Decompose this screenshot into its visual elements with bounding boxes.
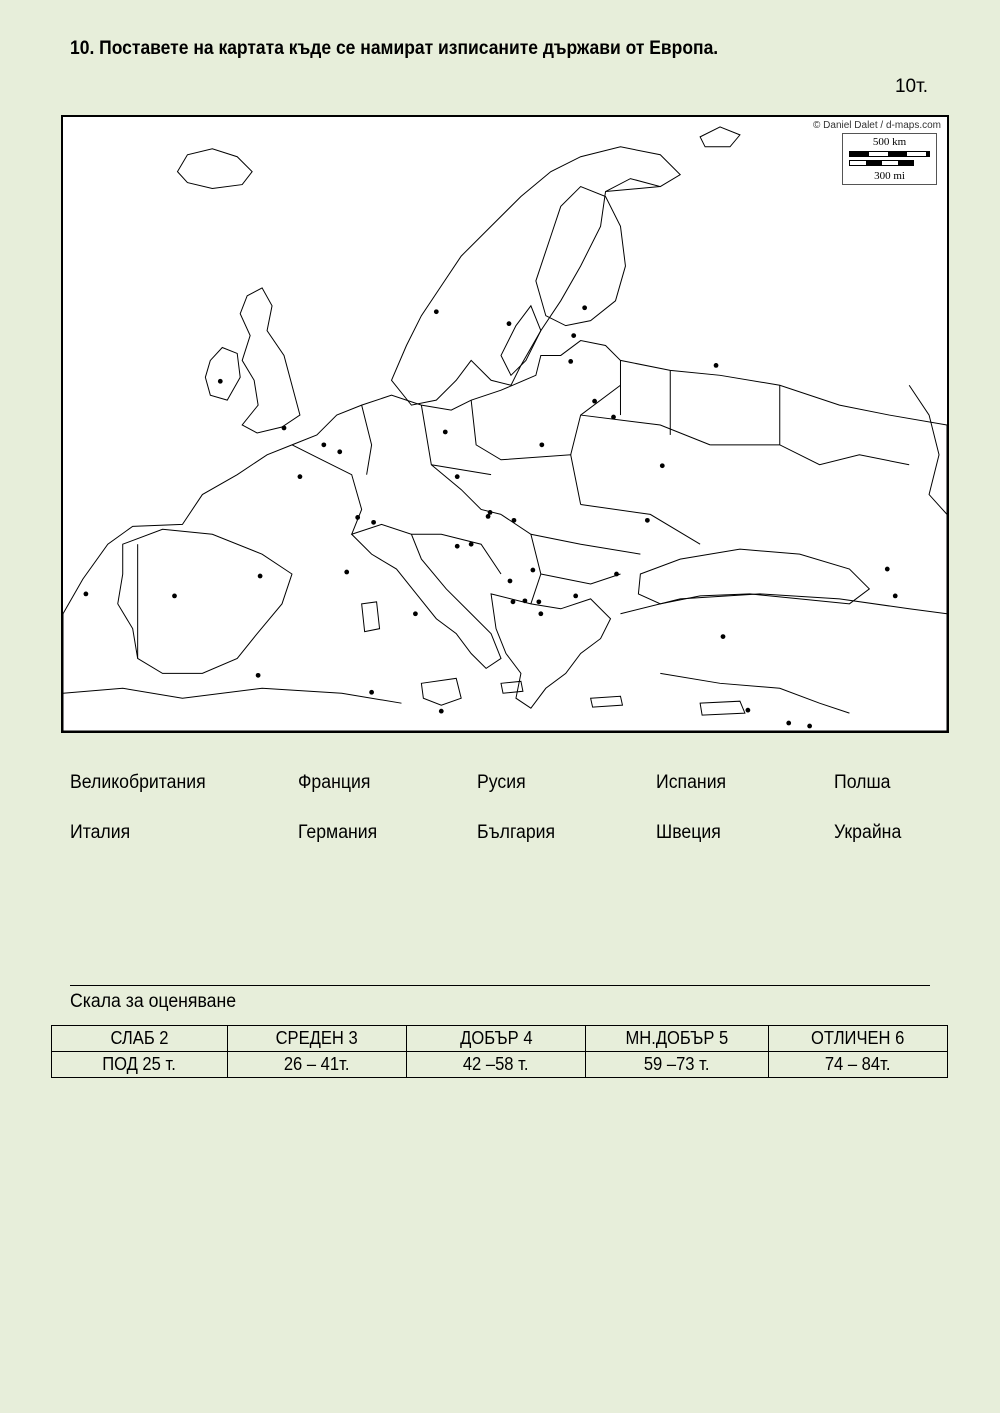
range-cell: ПОД 25 т. <box>52 1052 228 1078</box>
country-label-sweden[interactable]: Швеция <box>656 822 721 843</box>
grade-cell: СЛАБ 2 <box>52 1026 228 1052</box>
map-credit: © Daniel Dalet / d-maps.com <box>813 120 941 131</box>
grade-cell: ДОБЪР 4 <box>407 1026 586 1052</box>
range-cell: 74 – 84т. <box>769 1052 948 1078</box>
country-label-spain[interactable]: Испания <box>656 772 727 793</box>
country-label-ukraine[interactable]: Украйна <box>834 822 902 843</box>
country-label-russia[interactable]: Русия <box>477 772 526 793</box>
country-list <box>70 772 970 844</box>
scale-bar-mi <box>849 160 914 166</box>
points-label: 10т. <box>894 76 928 97</box>
country-label-germany[interactable]: Германия <box>298 822 378 843</box>
country-label-bulgaria[interactable]: България <box>477 822 556 843</box>
range-row <box>52 1052 948 1078</box>
europe-outline-map[interactable] <box>61 115 949 733</box>
range-cell: 59 –73 т. <box>586 1052 769 1078</box>
country-label-italy[interactable]: Италия <box>70 822 131 843</box>
grade-cell: МН.ДОБЪР 5 <box>586 1026 769 1052</box>
question-text: 10. Поставете на картата къде се намират изписаните държави от Европа. <box>70 38 719 59</box>
country-label-uk[interactable]: Великобритания <box>70 772 206 793</box>
scale-bar-km <box>849 151 930 157</box>
map-drawing <box>63 117 947 731</box>
divider-line <box>70 985 930 986</box>
map-scale-box <box>842 133 937 185</box>
grade-cell: ОТЛИЧЕН 6 <box>769 1026 948 1052</box>
range-cell: 42 –58 т. <box>407 1052 586 1078</box>
scale-mi-label: 300 mi <box>874 170 905 182</box>
grading-title: Скала за оценяване <box>70 991 237 1012</box>
grading-table <box>51 1025 948 1078</box>
scale-km-label: 500 km <box>872 136 907 148</box>
grade-cell: СРЕДЕН 3 <box>228 1026 407 1052</box>
range-cell: 26 – 41т. <box>228 1052 407 1078</box>
country-label-france[interactable]: Франция <box>298 772 371 793</box>
grade-row <box>52 1026 948 1052</box>
country-label-poland[interactable]: Полша <box>834 772 891 793</box>
